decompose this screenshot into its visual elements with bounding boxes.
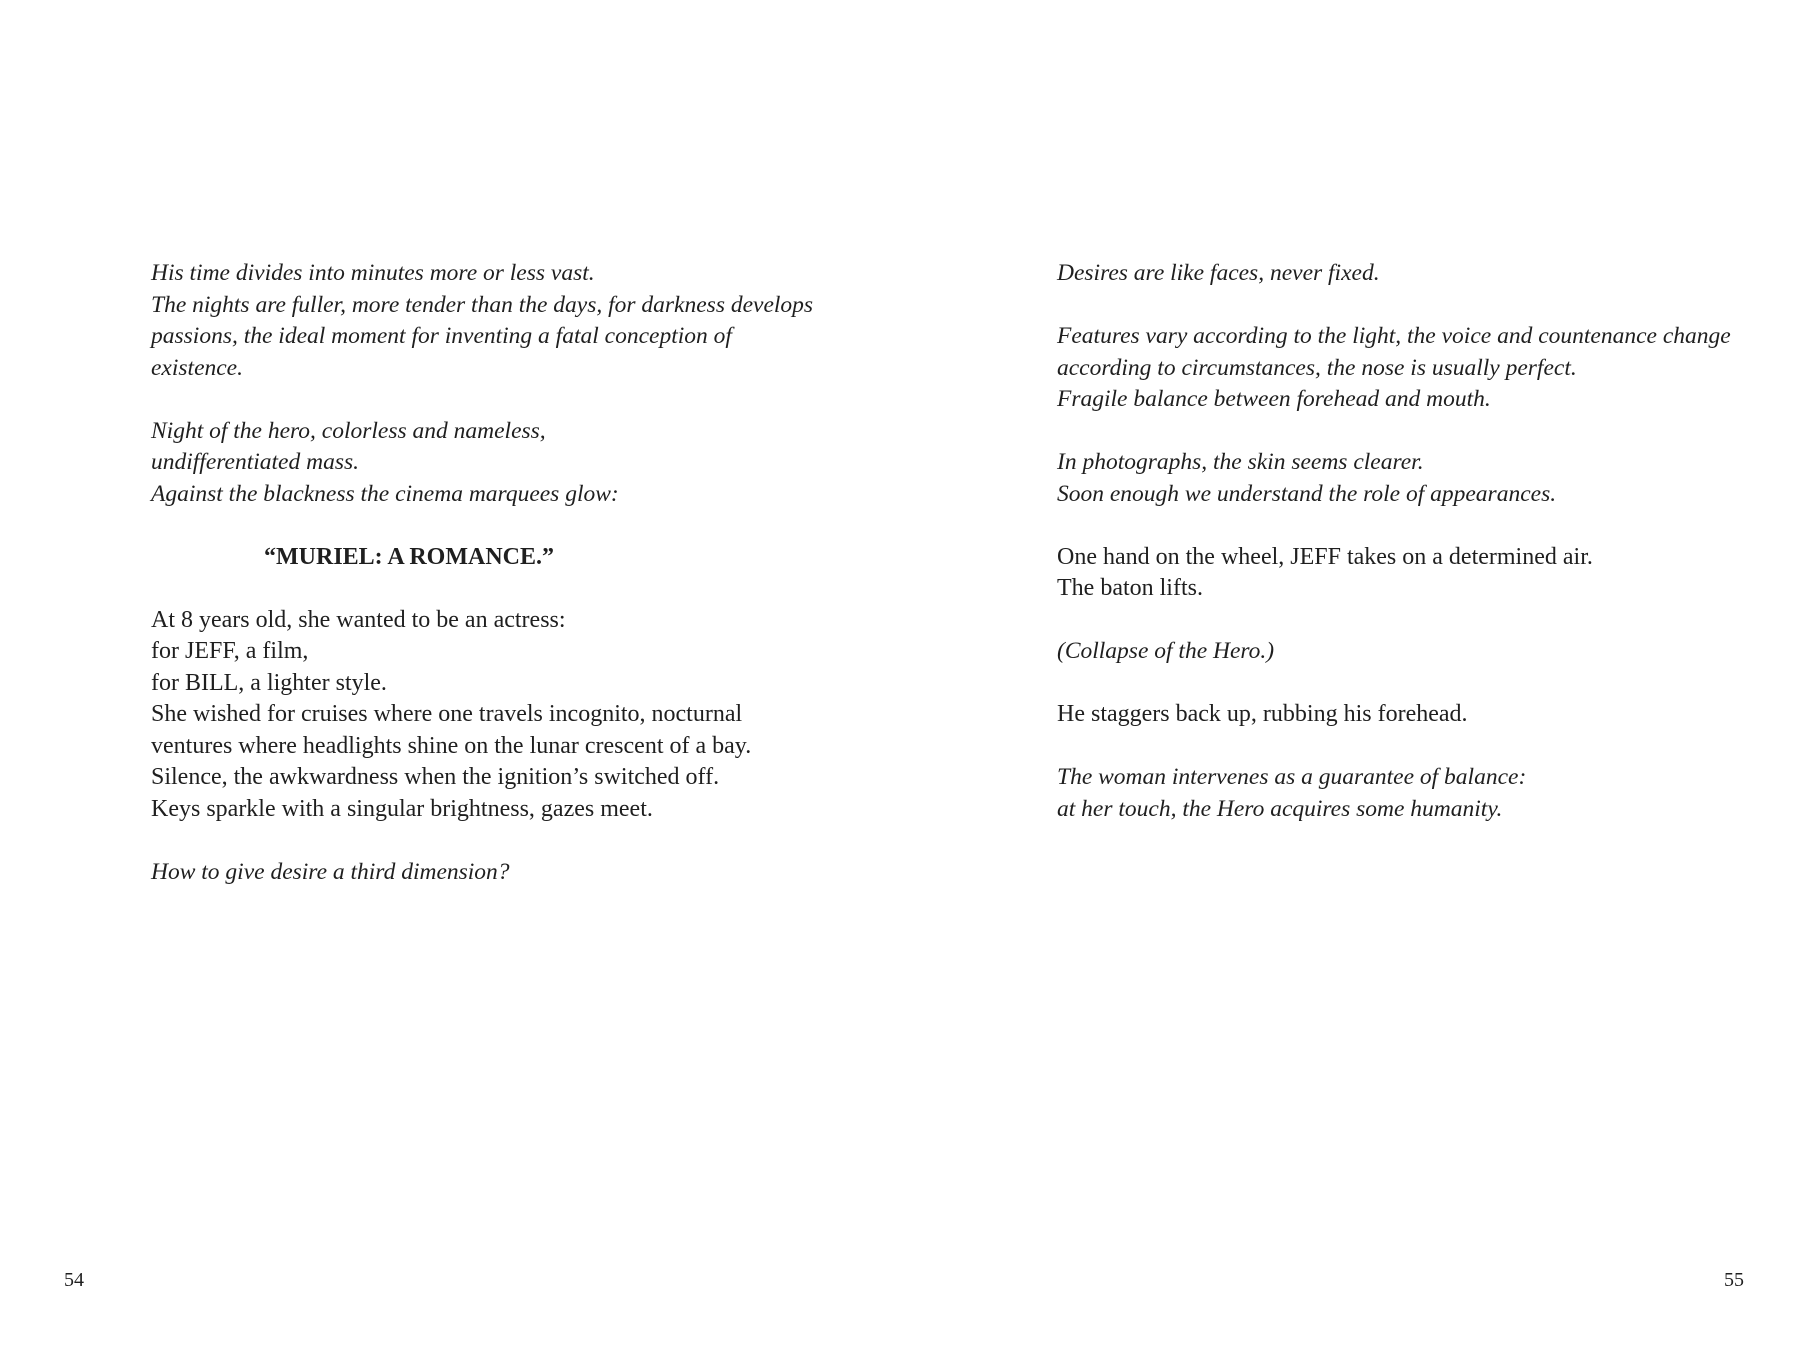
right-page [900,0,1800,1350]
text-line: passions, the ideal moment for inventing a fatal conception of [151,323,732,349]
text-line: He staggers back up, rubbing his forehead. [1057,701,1468,727]
stanza-gap [1057,605,1777,637]
text-line: at her touch, the Hero acquires some humanity. [1057,795,1503,822]
text-line: ventures where headlights shine on the lunar crescent of a bay. [151,732,752,759]
marquee-heading: “MURIEL: A ROMANCE.” [264,543,555,570]
stanza-gap [1057,731,1777,763]
stanza-gap [1057,510,1777,542]
text-line: The woman intervenes as a guarantee of balance: [1057,764,1527,790]
text-line: for BILL, a lighter style. [151,669,387,696]
text-line: Night of the hero, colorless and nameless, [151,417,546,444]
text-line: for JEFF, a film, [151,638,309,664]
text-line: Desires are like faces, never fixed. [1057,260,1380,286]
text-line: according to circumstances, the nose is usually perfect. [1057,354,1577,381]
page-number: 55 [1724,1269,1744,1291]
stanza-gap [1057,416,1777,448]
page-number: 54 [64,1269,84,1291]
stanza-gap [151,573,851,605]
text-line: His time divides into minutes more or less vast. [151,260,595,286]
text-line: Against the blackness the cinema marquees glow: [151,480,619,507]
text-line: In photographs, the skin seems clearer. [1057,449,1424,475]
text-line: Silence, the awkwardness when the ignition’s switched off. [151,764,720,790]
text-line: undifferentiated mass. [151,449,360,475]
stanza-gap [1057,290,1777,322]
text-line: Keys sparkle with a singular brightness, gazes meet. [151,795,653,822]
stanza-gap [151,510,851,542]
right-page-text [1057,258,1777,825]
text-line: The nights are fuller, more tender than the days, for darkness develops [151,291,814,318]
text-line: At 8 years old, she wanted to be an actress: [151,606,566,633]
text-line: One hand on the wheel, JEFF takes on a determined air. [1057,543,1593,570]
text-line: Fragile balance between forehead and mouth. [1057,386,1491,412]
text-line: How to give desire a third dimension? [151,858,510,885]
text-line: Features vary according to the light, the voice and countenance change [1057,323,1731,349]
text-line: The baton lifts. [1057,575,1203,601]
stanza-gap [151,384,851,416]
text-line: She wished for cruises where one travels incognito, nocturnal [151,701,743,727]
stanza-gap [1057,668,1777,700]
stanza-gap [151,825,851,857]
left-page-text [151,258,851,888]
stage-direction: (Collapse of the Hero.) [1057,638,1275,664]
text-line: existence. [151,354,243,381]
text-line: Soon enough we understand the role of appearances. [1057,480,1557,507]
